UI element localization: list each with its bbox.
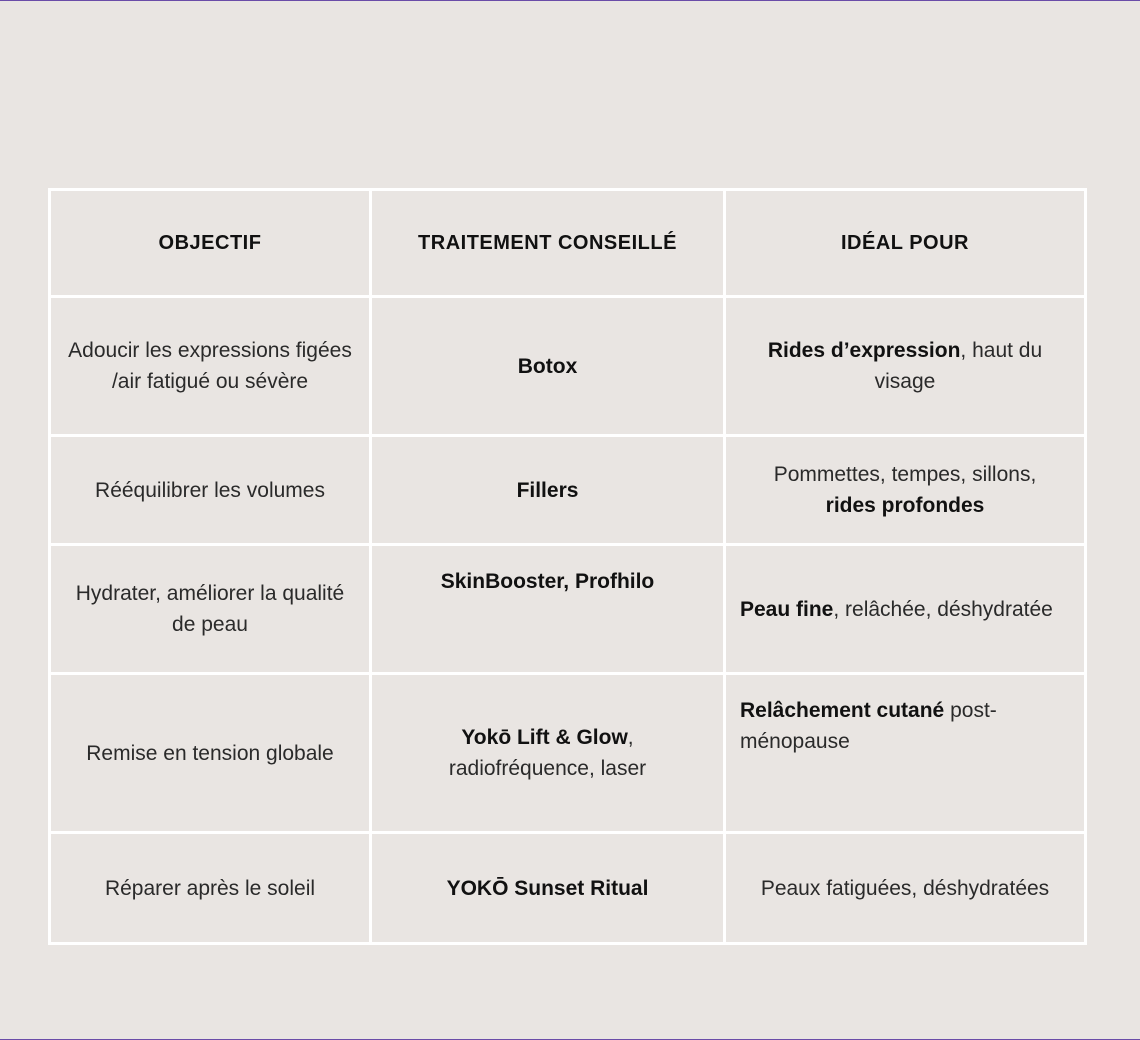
traitement-bold: Yokō Lift & Glow bbox=[461, 726, 628, 749]
cell-traitement bbox=[371, 436, 725, 545]
treatment-table-container bbox=[48, 188, 1084, 910]
cell-objectif bbox=[50, 436, 371, 545]
table-row bbox=[50, 833, 1086, 944]
header-ideal: IDÉAL POUR bbox=[725, 190, 1086, 297]
ideal-suffix: post-ménopause bbox=[740, 699, 997, 753]
traitement-bold: Fillers bbox=[516, 478, 579, 502]
cell-ideal bbox=[725, 436, 1086, 545]
header-traitement: TRAITEMENT CONSEILLÉ bbox=[371, 190, 725, 297]
cell-objectif bbox=[50, 833, 371, 944]
table-row bbox=[50, 674, 1086, 833]
cell-ideal bbox=[725, 833, 1086, 944]
objectif-text: Remise en tension globale bbox=[86, 741, 334, 765]
traitement-bold: YOKŌ Sunset Ritual bbox=[446, 876, 649, 900]
top-border-line bbox=[0, 0, 1140, 1]
cell-objectif bbox=[50, 674, 371, 833]
cell-objectif bbox=[50, 297, 371, 436]
objectif-text: Hydrater, améliorer la qualité de peau bbox=[75, 582, 345, 636]
treatment-table bbox=[48, 188, 1087, 945]
cell-traitement bbox=[371, 545, 725, 674]
cell-traitement bbox=[371, 833, 725, 944]
objectif-text: Adoucir les expressions figées /air fatigué ou sévère bbox=[68, 339, 352, 393]
table-row bbox=[50, 545, 1086, 674]
cell-objectif bbox=[50, 545, 371, 674]
table-row bbox=[50, 436, 1086, 545]
header-objectif: OBJECTIF bbox=[50, 190, 371, 297]
ideal-prefix: Pommettes, tempes, sillons, bbox=[773, 463, 1037, 486]
table-row bbox=[50, 297, 1086, 436]
cell-traitement bbox=[371, 297, 725, 436]
table-header-row bbox=[50, 190, 1086, 297]
ideal-suffix: , haut du visage bbox=[874, 339, 1043, 393]
traitement-bold: Botox bbox=[517, 354, 578, 378]
cell-ideal bbox=[725, 297, 1086, 436]
ideal-prefix: Peaux fatiguées, déshydratées bbox=[760, 876, 1050, 900]
ideal-bold: Rides d’expression bbox=[767, 339, 961, 362]
ideal-bold: rides profondes bbox=[825, 494, 985, 517]
cell-ideal bbox=[725, 674, 1086, 833]
ideal-bold: Peau fine bbox=[740, 597, 834, 621]
cell-ideal bbox=[725, 545, 1086, 674]
ideal-bold: Relâchement cutané bbox=[740, 699, 945, 722]
traitement-bold: SkinBooster, Profhilo bbox=[440, 570, 655, 593]
ideal-suffix: , relâchée, déshydratée bbox=[833, 597, 1053, 621]
objectif-text: Réparer après le soleil bbox=[104, 876, 316, 900]
objectif-text: Rééquilibrer les volumes bbox=[95, 478, 325, 502]
traitement-rest: , radiofréquence, laser bbox=[448, 726, 647, 780]
cell-traitement bbox=[371, 674, 725, 833]
